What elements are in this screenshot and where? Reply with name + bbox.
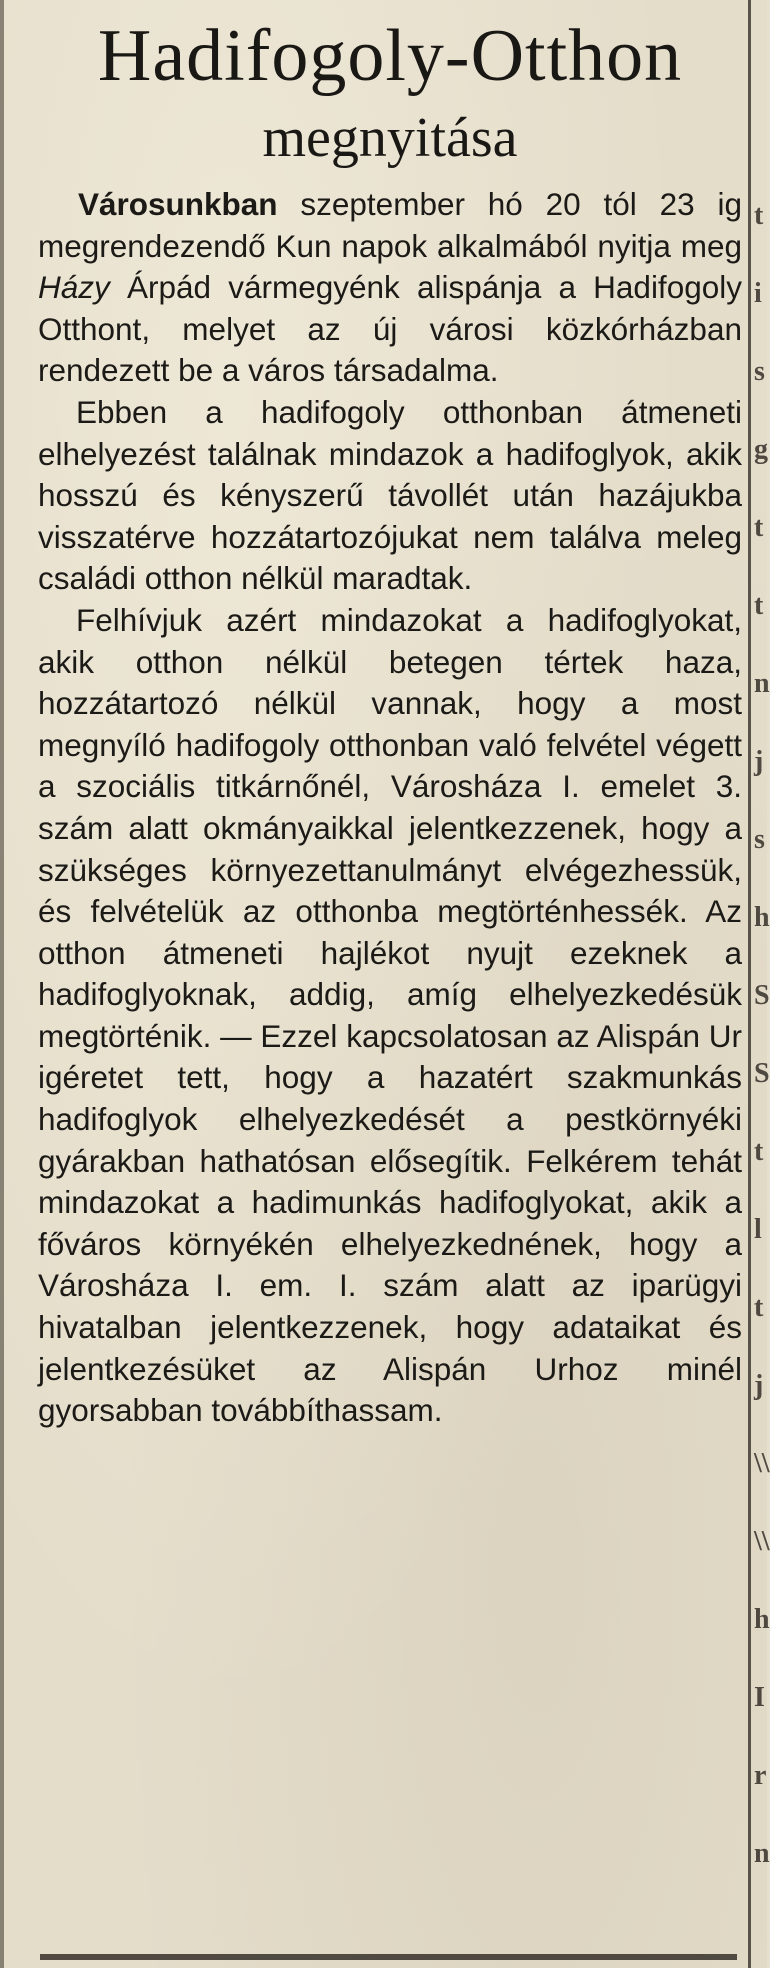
- margin-fragment: n: [754, 668, 770, 699]
- margin-fragment: t: [754, 512, 764, 543]
- margin-fragment: n: [754, 1838, 770, 1869]
- margin-fragment: g: [754, 434, 768, 465]
- margin-fragment: t: [754, 1292, 764, 1323]
- margin-fragment: j: [754, 1370, 764, 1401]
- article-body: [38, 184, 742, 1432]
- article-subhead: megnyitása: [262, 107, 518, 169]
- margin-fragment: \\: [754, 1448, 770, 1479]
- article-paragraph-3: Felhívjuk azért mindazokat a hadifoglyokat, akik otthon nélkül betegen tértek haza, hozzátartozó nélkül vannak, hogy a most megnyíló hadifogoly otthonban való felvétel végett a szociális titkárnőnél, Városháza I. emelet 3. szám alatt okmányaikkal jelentkezzenek, hogy a szükséges környezettanulmányt elvégezhessük, és felvételük az otthonba megtörténhessék. Az otthon átmeneti hajlékot nyujt ezeknek a hadifoglyoknak, addig, amíg elhelyezkedésük megtörténik. — Ezzel kapcsolatosan az Alispán Ur igéretet tett, hogy a hazatért szakmunkás hadifoglyok elhelyezkedését a pestkörnyéki gyárakban hathatósan elősegítik. Felkérem tehát mindazokat a hadimunkás hadifoglyokat, akik a főváros környékén elhelyezkednének, hogy a Városháza I. em. I. szám alatt az iparügyi hivatalban jelentkezzenek, hogy adataikat és jelentkezésüket az Alispán Urhoz minél gyorsabban továbbíthassam.: [38, 601, 742, 1429]
- margin-fragment: j: [754, 746, 764, 777]
- margin-fragment: S: [754, 1058, 770, 1089]
- paragraph-1-text-a: szeptember hó 20 tól 23 ig megrendezendő Kun napok alkalmából nyitja meg: [38, 186, 742, 264]
- margin-fragment: s: [754, 356, 765, 387]
- margin-fragment: t: [754, 200, 764, 231]
- article-headline: Hadifogoly-Otthon: [97, 15, 683, 97]
- margin-fragment: s: [754, 824, 765, 855]
- margin-fragment: t: [754, 1136, 764, 1167]
- article: [38, 10, 742, 1432]
- margin-fragment: h: [754, 1604, 770, 1635]
- bottom-rule: [40, 1954, 737, 1960]
- margin-fragment: \\: [754, 1526, 770, 1557]
- margin-fragment: S: [754, 980, 770, 1011]
- article-paragraph-1: [38, 184, 742, 392]
- margin-fragment: I: [754, 1682, 765, 1713]
- margin-fragment: h: [754, 902, 770, 933]
- margin-fragment: r: [754, 1760, 767, 1791]
- margin-fragment: t: [754, 590, 764, 621]
- margin-fragment: l: [754, 1214, 762, 1245]
- paragraph-lead-word: Városunkban: [78, 186, 278, 222]
- article-paragraph-2: Ebben a hadifogoly otthonban átmeneti elhelyezést találnak mindazok a hadifoglyok, akik hosszú és kényszerű távollét után hazájukba visszatérve hozzátartozójukat nem találva meleg családi otthon nélkül maradtak.: [38, 393, 742, 597]
- left-column-edge: [0, 0, 4, 1968]
- margin-fragment: i: [754, 278, 762, 309]
- paragraph-1-text-b: Árpád vármegyénk alispánja a Hadifogoly Otthont, melyet az új városi közkórházban rendezett be a város társadalma.: [38, 269, 742, 389]
- person-name: Házy: [38, 269, 110, 306]
- column-divider: [748, 0, 751, 1968]
